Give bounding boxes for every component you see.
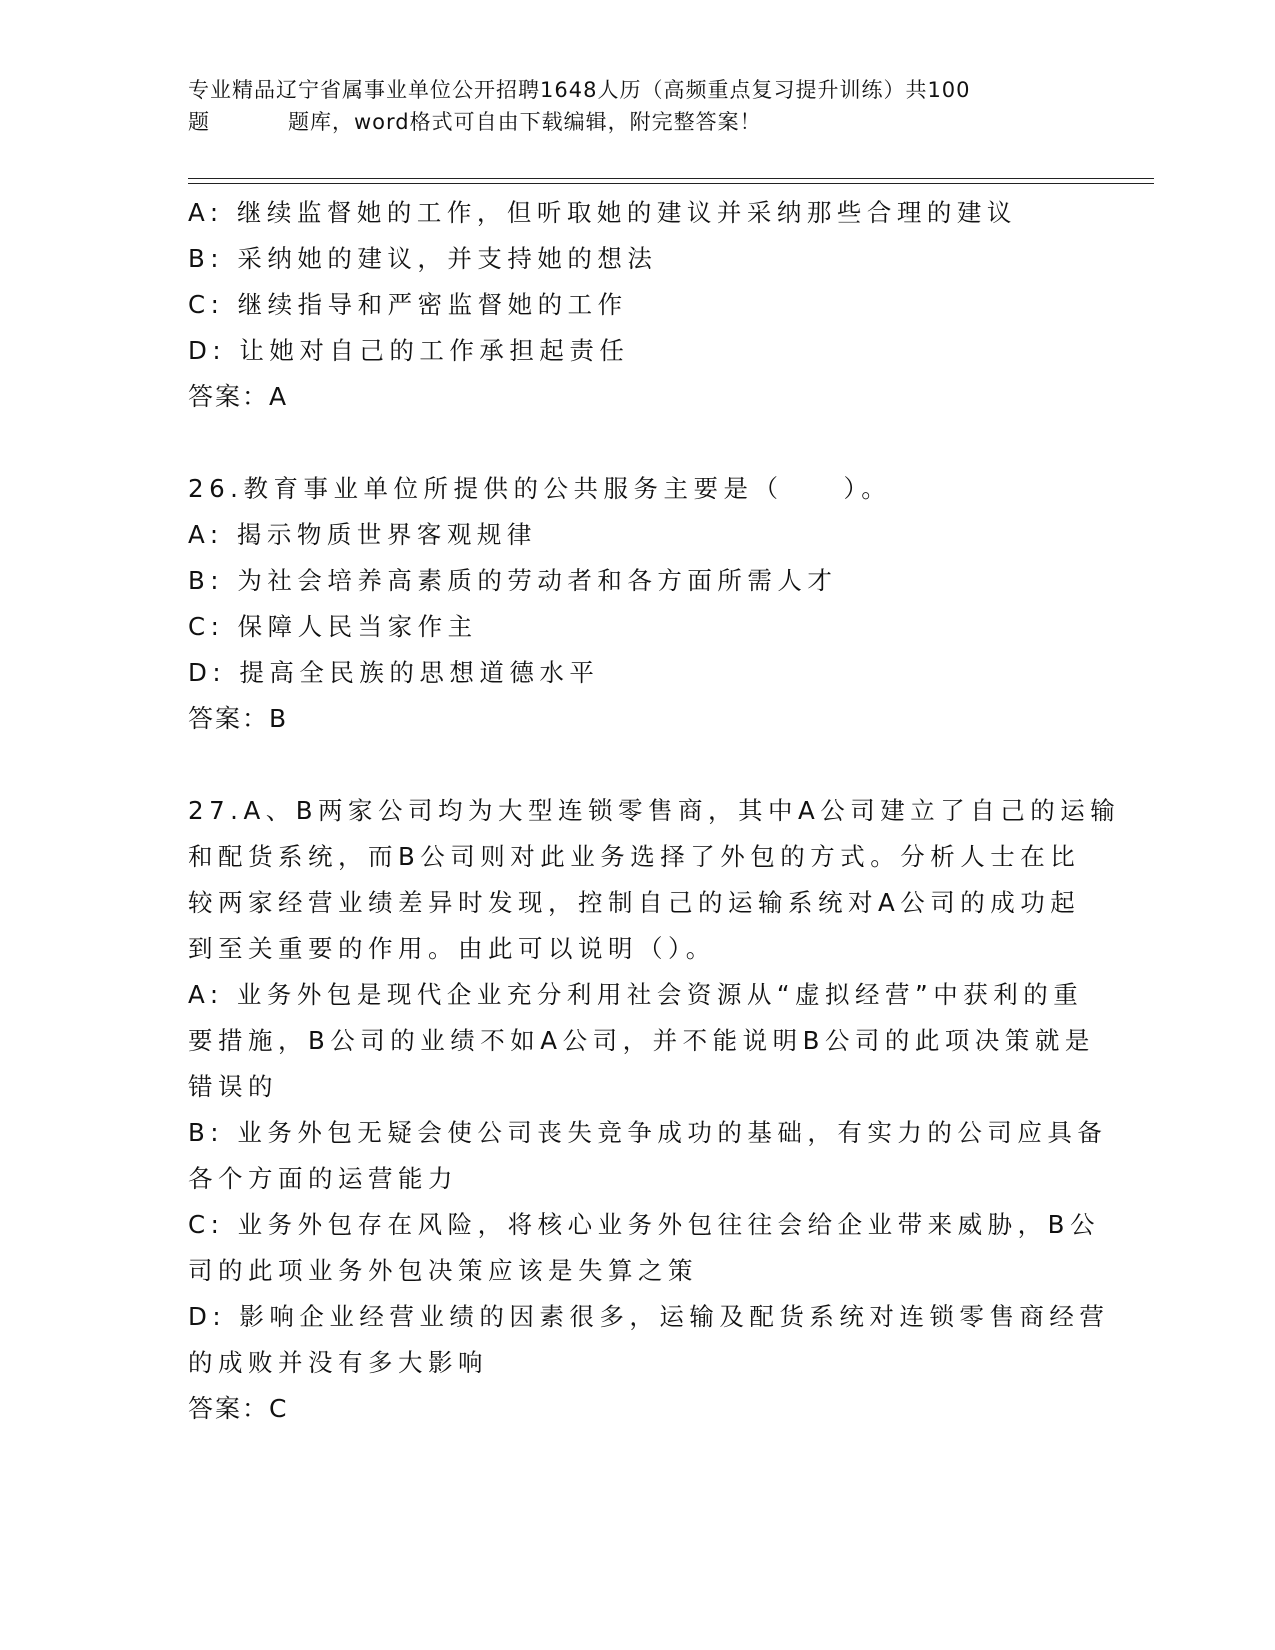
option-c: C: 继续指导和严密监督她的工作 (188, 290, 628, 319)
header-line-2-right: 题库，word格式可自由下载编辑，附完整答案！ (288, 110, 762, 134)
option-b: B: 为社会培养高素质的劳动者和各方面所需人才 (188, 566, 838, 595)
option-d: D: 提高全民族的思想道德水平 (188, 658, 600, 687)
option-c-line: 司的此项业务外包决策应该是失算之策 (188, 1256, 698, 1285)
option-d-line: 的成败并没有多大影响 (188, 1348, 488, 1377)
answer-25: 答案：A (188, 382, 289, 411)
question-stem-line: 到至关重要的作用。由此可以说明（）。 (188, 934, 716, 963)
option-c: C: 保障人民当家作主 (188, 612, 478, 641)
header-line-2-left: 题 (188, 110, 210, 134)
question-stem: 26.教育事业单位所提供的公共服务主要是（ ）。 (188, 474, 892, 503)
option-b: B: 采纳她的建议，并支持她的想法 (188, 244, 658, 273)
option-a-line: A: 业务外包是现代企业充分利用社会资源从“虚拟经营”中获利的重 (188, 980, 1084, 1009)
option-d: D: 让她对自己的工作承担起责任 (188, 336, 630, 365)
option-b-line: B: 业务外包无疑会使公司丧失竞争成功的基础，有实力的公司应具备 (188, 1118, 1108, 1147)
option-a-line: 错误的 (188, 1072, 278, 1101)
option-d-line: D: 影响企业经营业绩的因素很多，运输及配货系统对连锁零售商经营 (188, 1302, 1110, 1331)
question-26 (188, 466, 1088, 742)
question-stem-line: 较两家经营业绩差异时发现，控制自己的运输系统对A公司的成功起 (188, 888, 1081, 917)
header-line-2 (188, 106, 1088, 138)
header-divider-top (188, 178, 1154, 179)
question-25 (188, 190, 1088, 420)
document-body (188, 190, 1121, 1432)
header-divider-bottom (188, 183, 1154, 184)
option-b-line: 各个方面的运营能力 (188, 1164, 458, 1193)
answer-26: 答案：B (188, 704, 289, 733)
option-a: A: 继续监督她的工作，但听取她的建议并采纳那些合理的建议 (188, 198, 1017, 227)
answer-27: 答案：C (188, 1394, 289, 1423)
question-stem-line: 27.A、B两家公司均为大型连锁零售商，其中A公司建立了自己的运输 (188, 796, 1121, 825)
header-line-1: 专业精品辽宁省属事业单位公开招聘1648人历（高频重点复习提升训练）共100 (188, 78, 971, 102)
document-header (188, 74, 1088, 138)
question-stem-line: 和配货系统，而B公司则对此业务选择了外包的方式。分析人士在比 (188, 842, 1081, 871)
option-a-line: 要措施，B公司的业绩不如A公司，并不能说明B公司的此项决策就是 (188, 1026, 1095, 1055)
question-27 (188, 788, 1121, 1432)
option-c-line: C: 业务外包存在风险，将核心业务外包往往会给企业带来威胁，B公 (188, 1210, 1100, 1239)
option-a: A: 揭示物质世界客观规律 (188, 520, 537, 549)
